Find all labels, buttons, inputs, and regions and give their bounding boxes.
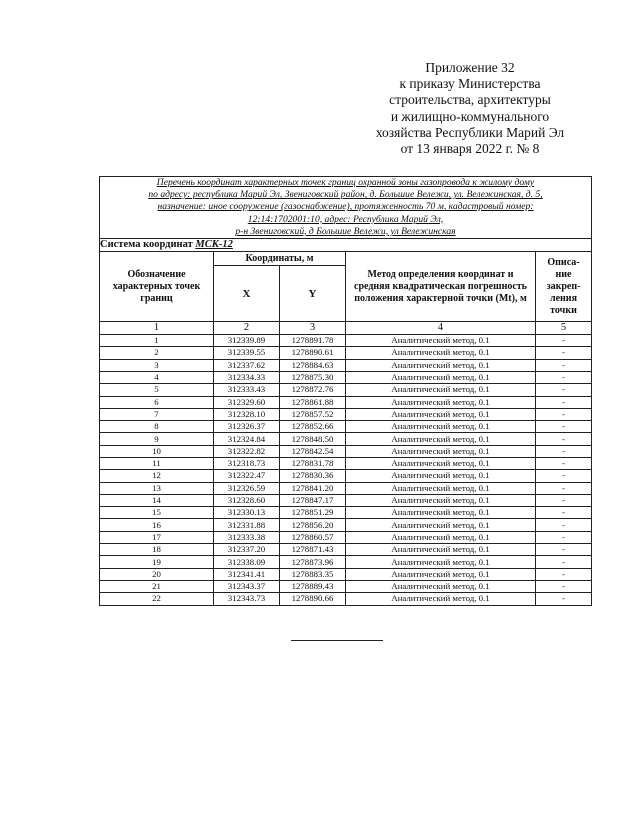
x-coordinate-cell: 312343.73 xyxy=(214,593,280,605)
description-cell: - xyxy=(536,445,592,457)
x-coordinate-cell: 312324.84 xyxy=(214,433,280,445)
y-coordinate-cell: 1278851.29 xyxy=(280,507,346,519)
appendix-line: хозяйства Республики Марий Эл xyxy=(375,124,565,140)
description-cell: - xyxy=(536,396,592,408)
point-number-cell: 14 xyxy=(100,494,214,506)
y-coordinate-cell: 1278847.17 xyxy=(280,494,346,506)
description-cell: - xyxy=(536,371,592,383)
description-cell: - xyxy=(536,457,592,469)
point-number-cell: 8 xyxy=(100,421,214,433)
table-row xyxy=(100,568,592,580)
method-cell: Аналитический метод, 0.1 xyxy=(346,359,536,371)
coordinate-system-value: МСК-12 xyxy=(195,239,233,251)
x-coordinate-cell: 312333.43 xyxy=(214,384,280,396)
x-coordinate-cell: 312339.89 xyxy=(214,335,280,347)
coordinates-table xyxy=(99,176,592,606)
table-row xyxy=(100,482,592,494)
column-number: 5 xyxy=(536,322,592,335)
table-row xyxy=(100,408,592,420)
table-title-line: по адресу: республика Марий Эл, Звениговский район, д. Большие Вележи, ул. Вележинская, д. 5, xyxy=(148,189,543,201)
point-number-cell: 5 xyxy=(100,384,214,396)
description-cell: - xyxy=(536,421,592,433)
table-row xyxy=(100,470,592,482)
method-cell: Аналитический метод, 0.1 xyxy=(346,470,536,482)
table-row xyxy=(100,384,592,396)
table-row xyxy=(100,433,592,445)
table-title xyxy=(100,177,592,239)
method-cell: Аналитический метод, 0.1 xyxy=(346,347,536,359)
point-number-cell: 16 xyxy=(100,519,214,531)
method-cell: Аналитический метод, 0.1 xyxy=(346,457,536,469)
y-coordinate-cell: 1278830.36 xyxy=(280,470,346,482)
description-cell: - xyxy=(536,507,592,519)
x-coordinate-cell: 312322.47 xyxy=(214,470,280,482)
y-coordinate-cell: 1278831.78 xyxy=(280,457,346,469)
description-cell: - xyxy=(536,433,592,445)
column-number-row xyxy=(100,322,592,335)
table-title-line: назначение: иное сооружение (газоснабжение), протяженность 70 м, кадастровый номер: xyxy=(157,201,534,213)
table-title-row xyxy=(100,177,592,239)
coordinate-system-label: Система координат xyxy=(100,239,193,251)
table-row xyxy=(100,445,592,457)
table-row xyxy=(100,457,592,469)
x-coordinate-cell: 312338.09 xyxy=(214,556,280,568)
table-row xyxy=(100,580,592,592)
description-cell: - xyxy=(536,593,592,605)
appendix-line: Приложение 32 xyxy=(425,60,515,75)
description-cell: - xyxy=(536,556,592,568)
point-number-cell: 1 xyxy=(100,335,214,347)
description-cell: - xyxy=(536,408,592,420)
point-number-cell: 22 xyxy=(100,593,214,605)
appendix-line: и жилищно-коммунального xyxy=(390,108,550,124)
method-cell: Аналитический метод, 0.1 xyxy=(346,482,536,494)
x-coordinate-cell: 312318.73 xyxy=(214,457,280,469)
table-row xyxy=(100,347,592,359)
point-number-cell: 6 xyxy=(100,396,214,408)
point-number-cell: 7 xyxy=(100,408,214,420)
header-x: X xyxy=(214,266,280,322)
x-coordinate-cell: 312333.38 xyxy=(214,531,280,543)
description-cell: - xyxy=(536,359,592,371)
y-coordinate-cell: 1278883.35 xyxy=(280,568,346,580)
point-number-cell: 10 xyxy=(100,445,214,457)
point-number-cell: 13 xyxy=(100,482,214,494)
x-coordinate-cell: 312337.62 xyxy=(214,359,280,371)
x-coordinate-cell: 312339.55 xyxy=(214,347,280,359)
table-row xyxy=(100,507,592,519)
y-coordinate-cell: 1278848.50 xyxy=(280,433,346,445)
description-cell: - xyxy=(536,519,592,531)
header-row xyxy=(100,252,592,266)
y-coordinate-cell: 1278841.20 xyxy=(280,482,346,494)
method-cell: Аналитический метод, 0.1 xyxy=(346,593,536,605)
description-cell: - xyxy=(536,384,592,396)
x-coordinate-cell: 312330.13 xyxy=(214,507,280,519)
x-coordinate-cell: 312322.82 xyxy=(214,445,280,457)
x-coordinate-cell: 312326.59 xyxy=(214,482,280,494)
x-coordinate-cell: 312334.33 xyxy=(214,371,280,383)
method-cell: Аналитический метод, 0.1 xyxy=(346,384,536,396)
method-cell: Аналитический метод, 0.1 xyxy=(346,580,536,592)
header-description: Описа-ние закреп-ления точки xyxy=(536,252,592,322)
header-method: Метод определения координат и средняя квадратическая погрешность положения характерной точки (Mt), м xyxy=(346,252,536,322)
point-number-cell: 11 xyxy=(100,457,214,469)
method-cell: Аналитический метод, 0.1 xyxy=(346,335,536,347)
table-row xyxy=(100,593,592,605)
bottom-rule-line xyxy=(291,640,383,641)
header-coords: Координаты, м xyxy=(214,252,346,266)
point-number-cell: 3 xyxy=(100,359,214,371)
method-cell: Аналитический метод, 0.1 xyxy=(346,519,536,531)
y-coordinate-cell: 1278890.61 xyxy=(280,347,346,359)
description-cell: - xyxy=(536,544,592,556)
table-row xyxy=(100,519,592,531)
table-row xyxy=(100,335,592,347)
appendix-block xyxy=(360,60,580,157)
point-number-cell: 12 xyxy=(100,470,214,482)
point-number-cell: 20 xyxy=(100,568,214,580)
x-coordinate-cell: 312337.20 xyxy=(214,544,280,556)
method-cell: Аналитический метод, 0.1 xyxy=(346,531,536,543)
y-coordinate-cell: 1278857.52 xyxy=(280,408,346,420)
y-coordinate-cell: 1278890.66 xyxy=(280,593,346,605)
point-number-cell: 19 xyxy=(100,556,214,568)
table-title-line: 12:14:1702001:10, адрес: Республика Марий Эл, xyxy=(247,213,444,225)
point-number-cell: 15 xyxy=(100,507,214,519)
coordinate-system xyxy=(100,239,592,252)
y-coordinate-cell: 1278842.54 xyxy=(280,445,346,457)
x-coordinate-cell: 312328.60 xyxy=(214,494,280,506)
point-number-cell: 2 xyxy=(100,347,214,359)
table-row xyxy=(100,494,592,506)
appendix-line: к приказу Министерства xyxy=(399,76,541,92)
description-cell: - xyxy=(536,470,592,482)
column-number: 1 xyxy=(100,322,214,335)
method-cell: Аналитический метод, 0.1 xyxy=(346,433,536,445)
table-row xyxy=(100,371,592,383)
y-coordinate-cell: 1278860.57 xyxy=(280,531,346,543)
method-cell: Аналитический метод, 0.1 xyxy=(346,556,536,568)
x-coordinate-cell: 312331.88 xyxy=(214,519,280,531)
table-row xyxy=(100,396,592,408)
table-row xyxy=(100,531,592,543)
table-title-line: Перечень координат характерных точек границ охранной зоны газопровода к жилому дому xyxy=(156,177,535,188)
y-coordinate-cell: 1278891.78 xyxy=(280,335,346,347)
y-coordinate-cell: 1278889.43 xyxy=(280,580,346,592)
appendix-line: от 13 января 2022 г. № 8 xyxy=(400,141,540,157)
method-cell: Аналитический метод, 0.1 xyxy=(346,494,536,506)
point-number-cell: 21 xyxy=(100,580,214,592)
method-cell: Аналитический метод, 0.1 xyxy=(346,371,536,383)
y-coordinate-cell: 1278873.96 xyxy=(280,556,346,568)
description-cell: - xyxy=(536,568,592,580)
method-cell: Аналитический метод, 0.1 xyxy=(346,396,536,408)
x-coordinate-cell: 312326.37 xyxy=(214,421,280,433)
description-cell: - xyxy=(536,531,592,543)
y-coordinate-cell: 1278872.76 xyxy=(280,384,346,396)
appendix-line: строительства, архитектуры xyxy=(389,92,551,108)
x-coordinate-cell: 312343.37 xyxy=(214,580,280,592)
point-number-cell: 17 xyxy=(100,531,214,543)
y-coordinate-cell: 1278871.43 xyxy=(280,544,346,556)
description-cell: - xyxy=(536,347,592,359)
point-number-cell: 18 xyxy=(100,544,214,556)
description-cell: - xyxy=(536,482,592,494)
x-coordinate-cell: 312341.41 xyxy=(214,568,280,580)
point-number-cell: 9 xyxy=(100,433,214,445)
method-cell: Аналитический метод, 0.1 xyxy=(346,421,536,433)
table-title-line: р-н Звениговский, д Большие Вележи, ул Вележинская xyxy=(235,225,456,237)
y-coordinate-cell: 1278856.20 xyxy=(280,519,346,531)
column-number: 4 xyxy=(346,322,536,335)
description-cell: - xyxy=(536,494,592,506)
coordinate-system-row xyxy=(100,239,592,252)
point-number-cell: 4 xyxy=(100,371,214,383)
method-cell: Аналитический метод, 0.1 xyxy=(346,507,536,519)
method-cell: Аналитический метод, 0.1 xyxy=(346,568,536,580)
description-cell: - xyxy=(536,335,592,347)
x-coordinate-cell: 312329.60 xyxy=(214,396,280,408)
column-number: 3 xyxy=(280,322,346,335)
column-number: 2 xyxy=(214,322,280,335)
y-coordinate-cell: 1278884.63 xyxy=(280,359,346,371)
y-coordinate-cell: 1278861.88 xyxy=(280,396,346,408)
table-row xyxy=(100,421,592,433)
table-row xyxy=(100,544,592,556)
header-y: Y xyxy=(280,266,346,322)
method-cell: Аналитический метод, 0.1 xyxy=(346,408,536,420)
method-cell: Аналитический метод, 0.1 xyxy=(346,544,536,556)
method-cell: Аналитический метод, 0.1 xyxy=(346,445,536,457)
x-coordinate-cell: 312328.10 xyxy=(214,408,280,420)
table-row xyxy=(100,359,592,371)
y-coordinate-cell: 1278852.66 xyxy=(280,421,346,433)
table-row xyxy=(100,556,592,568)
y-coordinate-cell: 1278875.30 xyxy=(280,371,346,383)
header-point: Обозначение характерных точек границ xyxy=(100,252,214,322)
description-cell: - xyxy=(536,580,592,592)
